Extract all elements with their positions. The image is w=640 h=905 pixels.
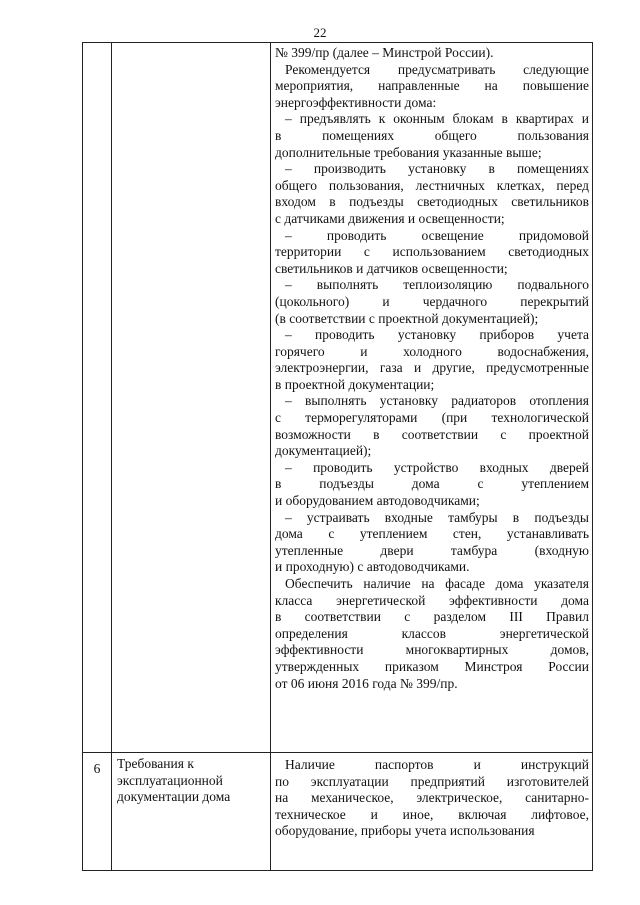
text-line: общего пользования, лестничных клетках, перед (275, 177, 589, 193)
text-line: дополнительные требования указанные выше; (275, 144, 542, 160)
text-line: – проводить освещение придомовой (285, 227, 589, 243)
text-line: утвержденных приказом Минстроя России (275, 658, 589, 674)
row-title-line: эксплуатационной (117, 772, 223, 788)
text-line: – проводить устройство входных дверей (285, 459, 589, 475)
text-line: класса энергетической эффективности дома (275, 592, 589, 608)
text-line: – проводить установку приборов учета (285, 327, 589, 343)
text-line: светильников и датчиков освещенности; (275, 260, 508, 276)
text-line: утепленные двери тамбура (входную (275, 542, 589, 558)
text-line: – предъявлять к оконным блокам в квартирах и (285, 111, 589, 127)
text-line: (в соответствии с проектной документацией); (275, 310, 539, 326)
text-line: в подъезды дома с утеплением (275, 476, 589, 492)
text-line: Обеспечить наличие на фасаде дома указателя (285, 576, 589, 591)
text-line: Рекомендуется предусматривать следующие (285, 61, 589, 77)
text-line: мероприятия, направленные на повышение (275, 78, 589, 94)
text-line: – устраивать входные тамбуры в подъезды (285, 509, 589, 525)
page-number: 22 (313, 25, 327, 40)
row-number-cell (83, 753, 112, 871)
row-content-cell (271, 753, 593, 871)
text-line: документацией); (275, 443, 372, 459)
text-line: горячего и холодного водоснабжения, (275, 343, 589, 359)
row-title-line: документации дома (117, 789, 231, 805)
table-row (83, 753, 593, 871)
row-title-cell (112, 43, 271, 753)
text-line: – выполнять теплоизоляцию подвального (285, 277, 589, 293)
text-line: от 06 июня 2016 года № 399/пр. (275, 675, 458, 691)
text-line: в помещениях общего пользования (275, 127, 589, 143)
text-line: в проектной документации; (275, 376, 435, 392)
table-row (83, 43, 593, 753)
row-number: 6 (93, 761, 101, 776)
text-line: (цокольного) и чердачного перекрытий (275, 293, 589, 309)
text-line: Наличие паспортов и инструкций (285, 757, 589, 772)
requirements-table (82, 42, 593, 871)
text-line: на механическое, электрическое, санитарно- (275, 790, 589, 806)
text-line: по эксплуатации предприятий изготовителей (275, 773, 589, 789)
text-line: территории с использованием светодиодных (275, 244, 589, 260)
text-line: эффективности многоквартирных домов, (275, 642, 589, 658)
text-line: и оборудованием автодоводчиками; (275, 493, 480, 509)
text-line: дома с утеплением стен, устанавливать (275, 526, 589, 542)
text-line: техническое и иное, включая лифтовое, (275, 806, 589, 822)
text-line: входом в подъезды светодиодных светильников (275, 194, 589, 210)
text-line: и проходную) с автодоводчиками. (275, 559, 470, 575)
text-line: энергоэффективности дома: (275, 94, 437, 110)
text-line: – производить установку в помещениях (285, 161, 589, 177)
row-title-cell (112, 753, 271, 871)
text-line: в соответствии с разделом III Правил (275, 609, 589, 625)
text-line: определения классов энергетической (275, 625, 589, 641)
text-line: – выполнять установку радиаторов отопления (285, 393, 589, 409)
text-line: с терморегуляторами (при технологической (275, 410, 589, 426)
text-line: возможности в соответствии с проектной (275, 426, 589, 442)
text-line: электроэнергии, газа и другие, предусмотренные (275, 360, 589, 376)
text-line: с датчиками движения и освещенности; (275, 210, 505, 226)
text-line: № 399/пр (далее – Минстрой России). (275, 45, 494, 60)
row-title-line: Требования к (117, 756, 194, 771)
text-line: оборудование, приборы учета использования (275, 823, 535, 839)
row-number-cell (83, 43, 112, 753)
row-content-cell (271, 43, 593, 753)
